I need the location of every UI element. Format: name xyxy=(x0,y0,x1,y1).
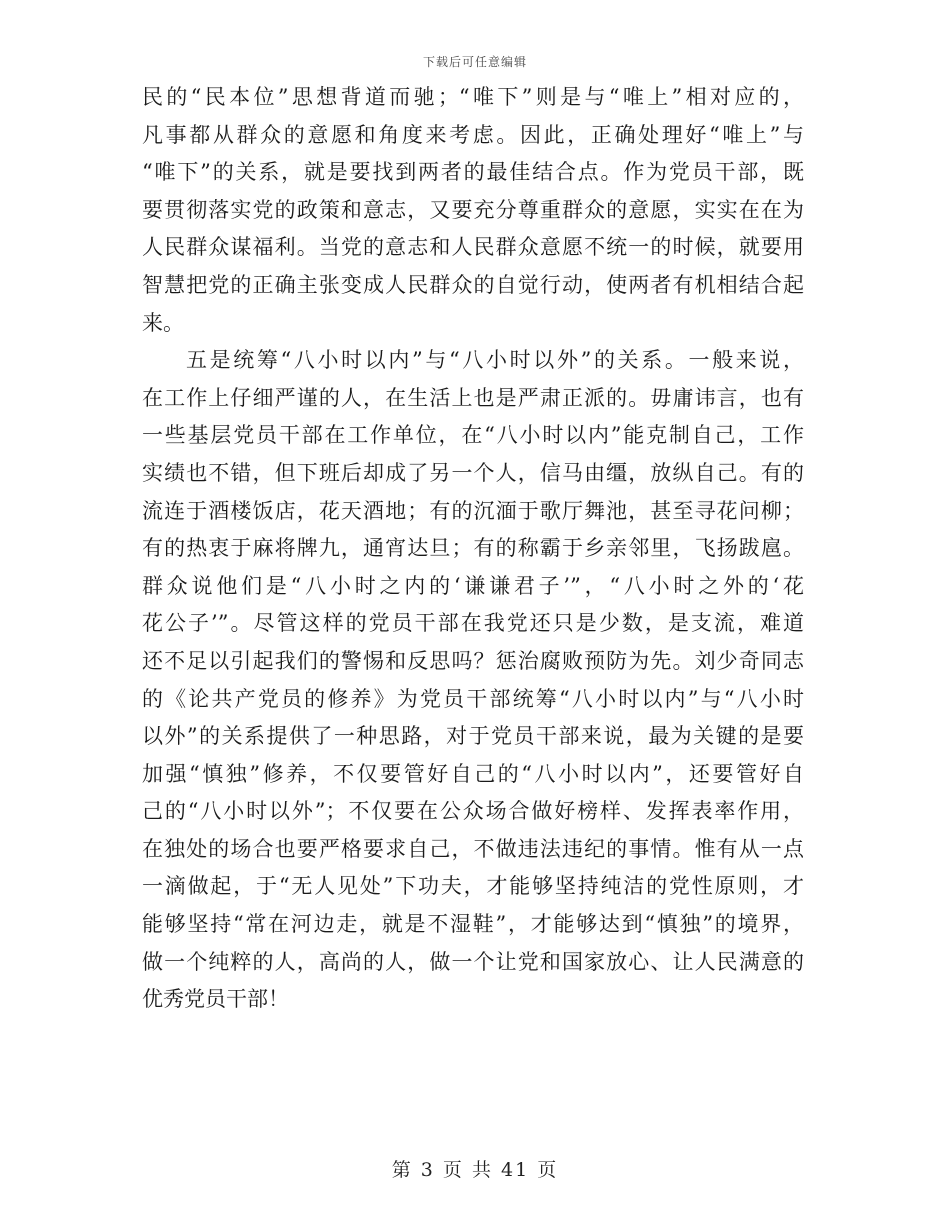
text-line: 优秀党员干部！ xyxy=(142,987,289,1012)
text-line: 的《论共产党员的修养》为党员干部统筹“八小时以内”与“八小时 xyxy=(142,686,804,711)
paragraph-2 xyxy=(142,342,804,1019)
text-line: 一滴做起，于“无人见处”下功夫，才能够坚持纯洁的党性原则，才 xyxy=(142,874,804,899)
paragraph-1 xyxy=(142,79,804,342)
text-line: 群众说他们是“八小时之内的‘谦谦君子’”，“八小时之外的‘花 xyxy=(142,573,804,598)
text-line: “唯下”的关系，就是要找到两者的最佳结合点。作为党员干部，既 xyxy=(142,160,804,185)
text-line: 凡事都从群众的意愿和角度来考虑。因此，正确处理好“唯上”与 xyxy=(142,122,804,147)
page-header: 下载后可任意编辑 xyxy=(422,55,527,69)
text-line: 来。 xyxy=(142,310,184,335)
text-line: 在工作上仔细严谨的人，在生活上也是严肃正派的。毋庸讳言，也有 xyxy=(142,385,804,410)
page-number: 第 3 页 共 41 页 xyxy=(391,1159,559,1181)
text-line: 加强“慎独”修养，不仅要管好自己的“八小时以内”，还要管好自 xyxy=(142,761,804,786)
text-line: 五是统筹“八小时以内”与“八小时以外”的关系。一般来说， xyxy=(186,348,804,373)
text-line: 要贯彻落实党的政策和意志，又要充分尊重群众的意愿，实实在在为 xyxy=(142,197,804,222)
text-line: 流连于酒楼饭店，花天酒地；有的沉湎于歌厅舞池，甚至寻花问柳； xyxy=(142,498,804,523)
text-line: 能够坚持“常在河边走，就是不湿鞋”，才能够达到“慎独”的境界， xyxy=(142,912,804,937)
document-body xyxy=(142,79,804,1019)
text-line: 做一个纯粹的人，高尚的人，做一个让党和国家放心、让人民满意的 xyxy=(142,949,804,974)
text-line: 在独处的场合也要严格要求自己，不做违法违纪的事情。惟有从一点 xyxy=(142,836,804,861)
text-line: 实绩也不错，但下班后却成了另一个人，信马由缰，放纵自己。有的 xyxy=(142,460,804,485)
text-line: 智慧把党的正确主张变成人民群众的自觉行动，使两者有机相结合起 xyxy=(142,272,804,297)
text-line: 己的“八小时以外”；不仅要在公众场合做好榜样、发挥表率作用， xyxy=(142,799,804,824)
text-line: 以外”的关系提供了一种思路，对于党员干部来说，最为关键的是要 xyxy=(142,724,804,749)
text-line: 一些基层党员干部在工作单位，在“八小时以内”能克制自己，工作 xyxy=(142,423,804,448)
text-line: 有的热衷于麻将牌九，通宵达旦；有的称霸于乡亲邻里，飞扬跋扈。 xyxy=(142,536,804,561)
text-line: 民的“民本位”思想背道而驰；“唯下”则是与“唯上”相对应的， xyxy=(142,85,804,109)
text-line: 还不足以引起我们的警惕和反思吗？惩治腐败预防为先。刘少奇同志 xyxy=(142,648,804,673)
text-line: 人民群众谋福利。当党的意志和人民群众意愿不统一的时候，就要用 xyxy=(142,235,804,260)
text-line: 花公子’”。尽管这样的党员干部在我党还只是少数，是支流，难道 xyxy=(142,611,804,636)
